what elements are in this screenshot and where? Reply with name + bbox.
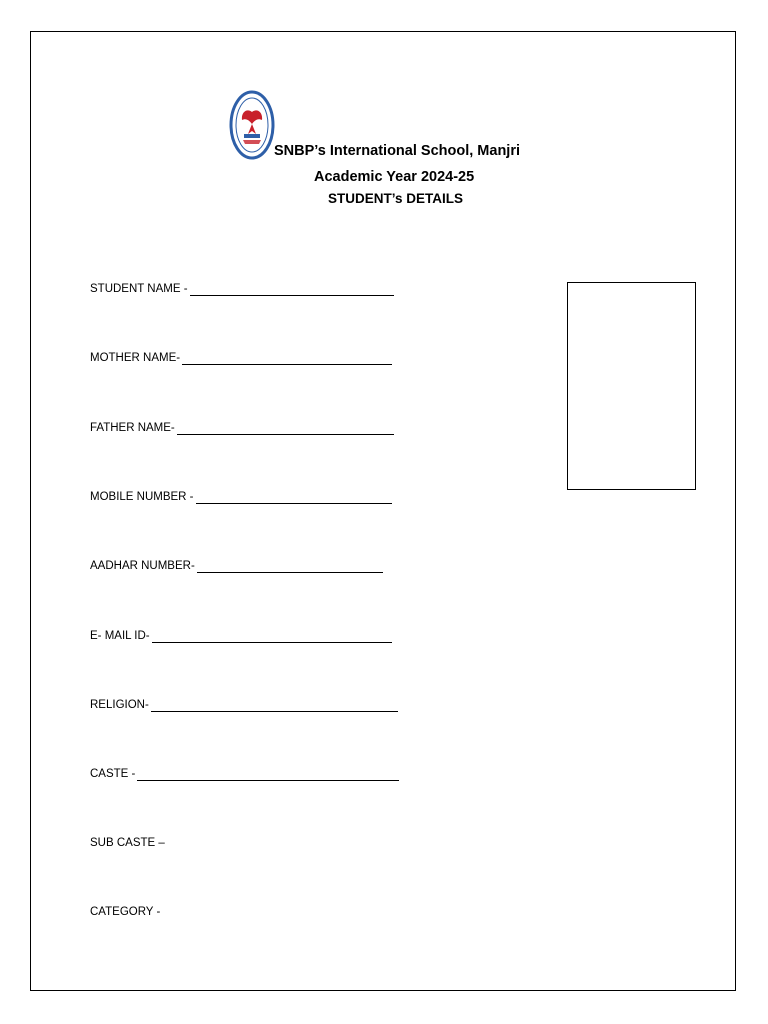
father-name-blank[interactable] xyxy=(177,423,394,435)
academic-year: Academic Year 2024-25 xyxy=(314,169,475,185)
field-religion xyxy=(90,698,398,712)
mother-name-blank[interactable] xyxy=(182,353,392,365)
field-email-id xyxy=(90,629,392,643)
field-label: AADHAR NUMBER- xyxy=(90,560,195,572)
field-category xyxy=(90,905,160,919)
field-mobile-number xyxy=(90,490,392,504)
student-name-blank[interactable] xyxy=(190,284,394,296)
field-aadhar-number xyxy=(90,559,383,573)
field-father-name xyxy=(90,421,394,435)
field-mother-name xyxy=(90,351,392,365)
field-label: RELIGION- xyxy=(90,699,149,711)
school-name: SNBP’s International School, Manjri xyxy=(274,143,520,159)
caste-blank[interactable] xyxy=(137,769,399,781)
field-label: CATEGORY - xyxy=(90,906,161,918)
field-label: MOBILE NUMBER - xyxy=(90,491,194,503)
religion-blank[interactable] xyxy=(151,700,398,712)
field-label: MOTHER NAME- xyxy=(90,352,181,364)
school-logo xyxy=(229,90,275,160)
field-student-name xyxy=(90,282,394,296)
form-title: STUDENT’s DETAILS xyxy=(328,191,464,206)
mobile-number-blank[interactable] xyxy=(196,492,392,504)
email-id-blank[interactable] xyxy=(152,631,392,643)
photo-box xyxy=(567,282,696,490)
field-caste xyxy=(90,767,399,781)
field-label: SUB CASTE – xyxy=(90,837,165,849)
field-label: CASTE - xyxy=(90,768,136,780)
field-sub-caste xyxy=(90,836,165,850)
field-label: E- MAIL ID- xyxy=(90,630,150,642)
aadhar-number-blank[interactable] xyxy=(197,561,383,573)
field-label: FATHER NAME- xyxy=(90,422,175,434)
field-label: STUDENT NAME - xyxy=(90,283,188,295)
